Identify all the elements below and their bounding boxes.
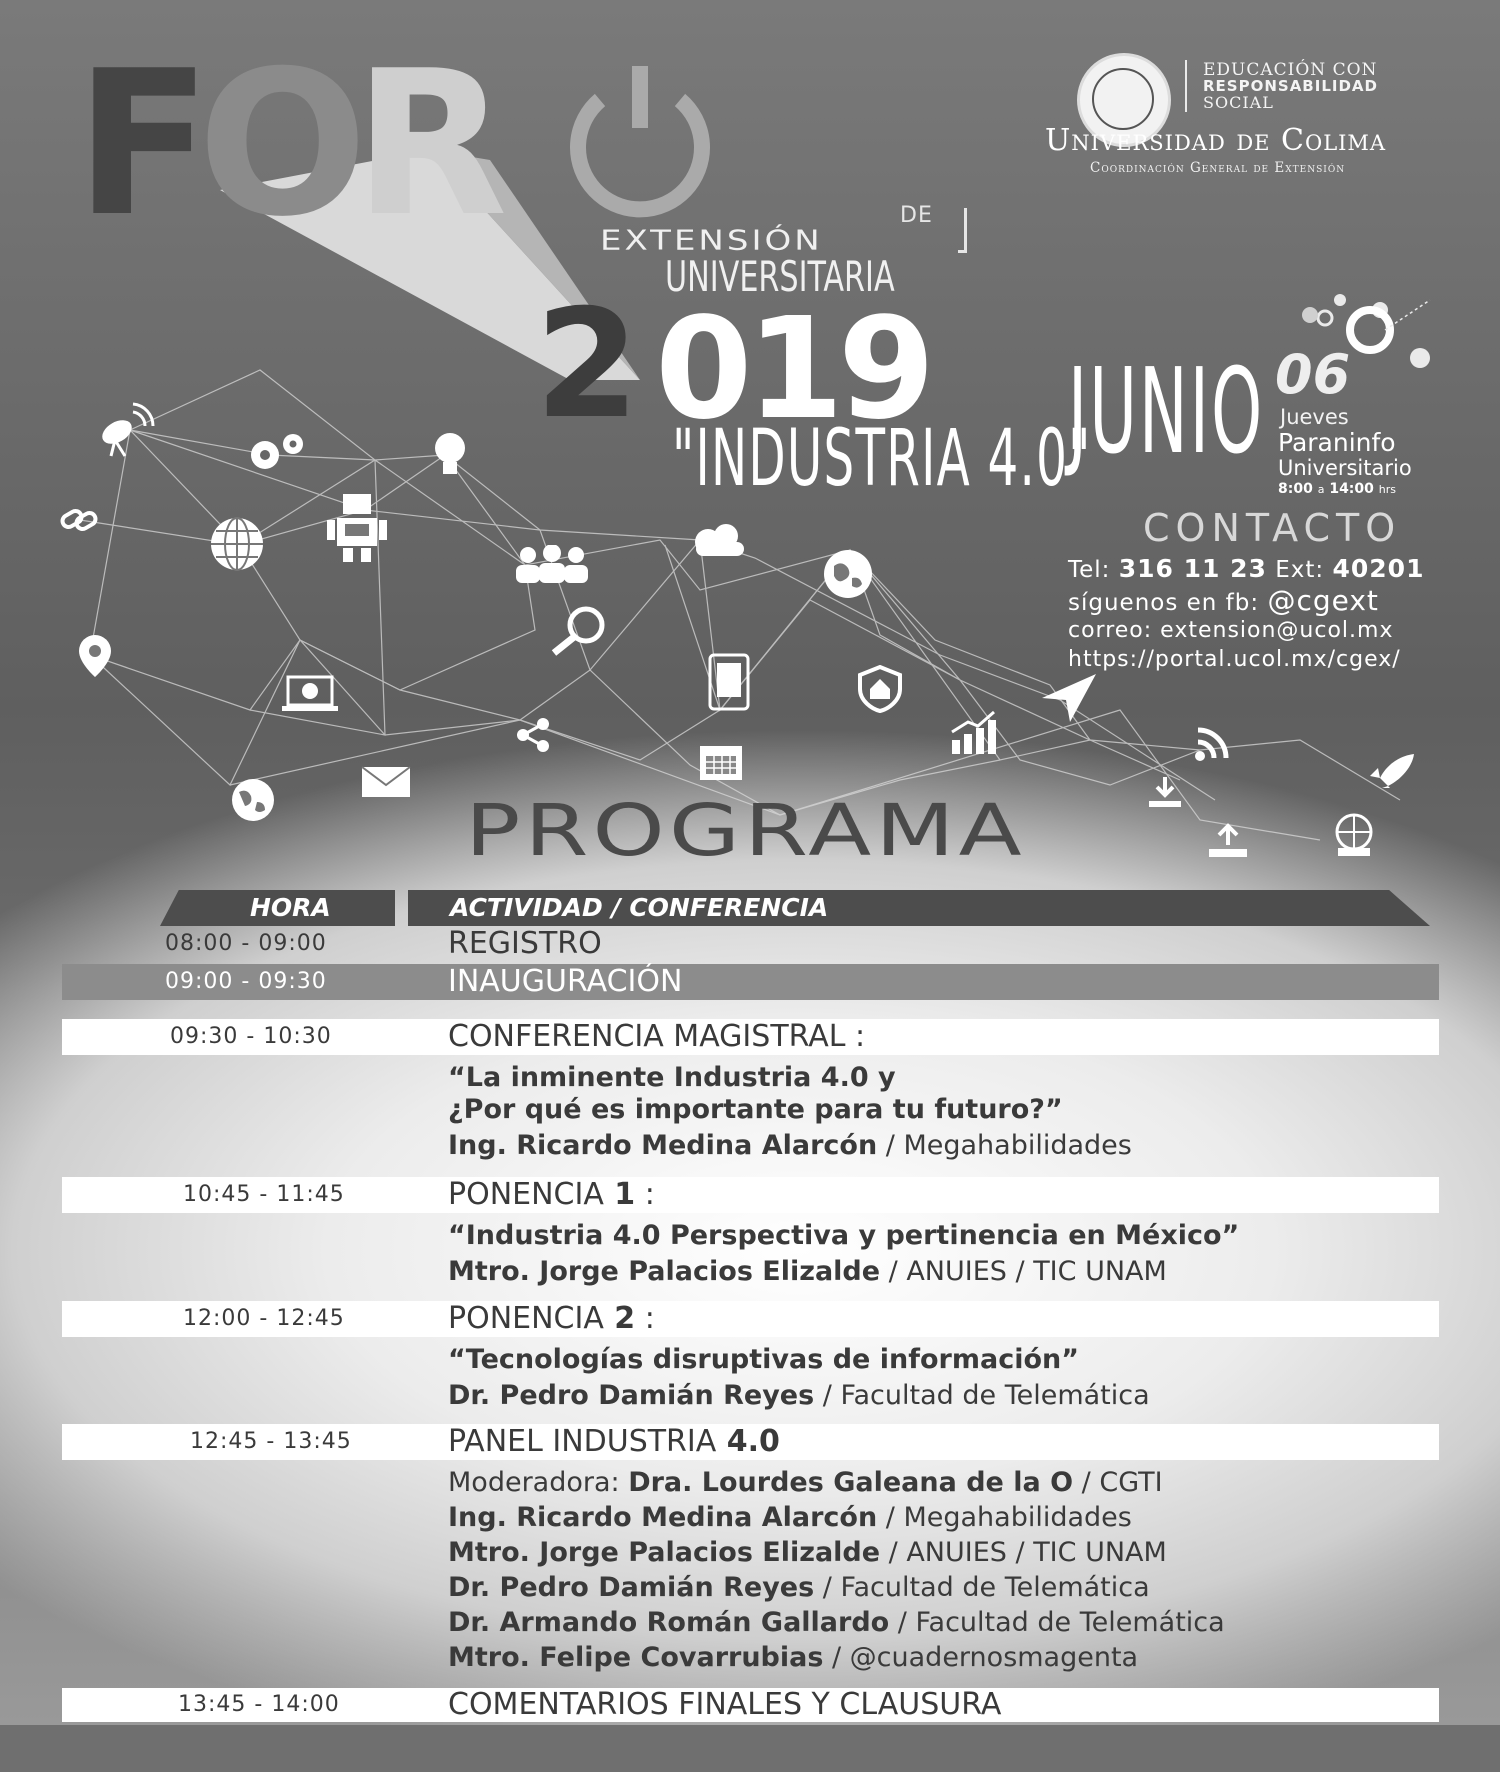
event-month: JUNIO <box>1068 342 1265 480</box>
conferencia-quote-2: ¿Por qué es importante para tu futuro?” <box>448 1094 1063 1125</box>
panelist-line <box>448 1642 1138 1673</box>
conferencia-affiliation: / Megahabilidades <box>877 1130 1132 1161</box>
time-unit: hrs <box>1378 483 1397 496</box>
contact-facebook <box>1068 584 1379 617</box>
row-title-conferencia: CONFERENCIA MAGISTRAL : <box>448 1019 866 1054</box>
www-icon <box>1330 812 1378 858</box>
cloud-icon <box>686 522 751 557</box>
ext-number: 40201 <box>1332 554 1425 583</box>
ponencia-2-quote-line <box>448 1344 1079 1375</box>
ponencia-2-label: PONENCIA <box>448 1301 604 1336</box>
motto-line-3: SOCIAL <box>1203 93 1274 112</box>
conferencia-quote-line-2 <box>448 1094 1063 1125</box>
time-end: 14:00 <box>1329 481 1374 497</box>
wifi-icon <box>1192 722 1240 762</box>
ponencia-2-quote: “Tecnologías disruptivas de información” <box>448 1344 1079 1375</box>
row-time-ponencia-2: 12:00 - 12:45 <box>183 1306 345 1331</box>
column-header-activity: ACTIVIDAD / CONFERENCIA <box>450 893 829 922</box>
foro-letter-r: R <box>353 28 494 261</box>
row-time-registro: 08:00 - 09:00 <box>165 931 327 956</box>
panel-moderator-line <box>448 1467 1163 1498</box>
earth-icon <box>225 778 281 823</box>
panel-label: PANEL INDUSTRIA <box>448 1424 717 1459</box>
foro-letter-o: O <box>197 28 354 261</box>
foro-letter-f: F <box>75 28 198 261</box>
event-time-range <box>1278 481 1396 497</box>
tablet-icon <box>708 653 750 711</box>
ponencia-1-quote: “Industria 4.0 Perspectiva y pertinencia en México” <box>448 1220 1240 1251</box>
panelist-affiliation: / Facultad de Telemática <box>814 1572 1150 1603</box>
globe-icon <box>208 515 266 573</box>
moderator-name: Dra. Lourdes Galeana de la O <box>628 1467 1074 1498</box>
row-title-registro: REGISTRO <box>448 926 602 961</box>
venue-line-2: Universitario <box>1278 456 1412 480</box>
row-title-ponencia-2 <box>448 1301 655 1336</box>
panelist-line <box>448 1502 1132 1533</box>
panelist-name: Mtro. Felipe Covarrubias <box>448 1642 824 1673</box>
download-icon <box>1147 775 1183 809</box>
lightbulb-icon <box>430 430 470 480</box>
de-bracket <box>958 208 967 253</box>
theme-title: "INDUSTRIA 4.0" <box>672 414 1092 504</box>
row-title-inauguracion: INAUGURACIÓN <box>448 964 683 999</box>
shield-icon <box>858 665 902 713</box>
location-pin-icon <box>75 633 115 679</box>
time-separator: a <box>1317 483 1325 496</box>
tel-label: Tel: <box>1068 557 1111 583</box>
conferencia-quote-line-1 <box>448 1062 896 1093</box>
panelist-name: Ing. Ricardo Medina Alarcón <box>448 1502 878 1533</box>
moderator-affiliation: / CGTI <box>1073 1467 1163 1498</box>
year-digits: 019 <box>655 288 930 451</box>
satellite-dish-icon <box>95 400 155 460</box>
ponencia-1-speaker: Mtro. Jorge Palacios Elizalde <box>448 1256 881 1287</box>
motto-line-2: RESPONSABILIDAD <box>1203 77 1378 95</box>
program-title: PROGRAMA <box>465 788 1026 873</box>
power-icon <box>555 60 725 230</box>
row-title-panel <box>448 1424 780 1459</box>
year-digit-2: 2 <box>535 278 640 452</box>
gears-icon <box>245 430 315 475</box>
ponencia-2-speaker: Dr. Pedro Damián Reyes <box>448 1380 815 1411</box>
ponencia-1-number: 1 <box>603 1177 636 1212</box>
panelist-name: Mtro. Jorge Palacios Elizalde <box>448 1537 881 1568</box>
event-day: 06 <box>1275 343 1351 406</box>
motto-line-1: EDUCACIÓN CON <box>1203 60 1378 80</box>
ponencia-1-quote-line <box>448 1220 1239 1251</box>
foro-wordmark <box>75 28 494 261</box>
rocket-icon <box>1368 752 1418 790</box>
row-time-clausura: 13:45 - 14:00 <box>178 1692 340 1717</box>
link-icon <box>60 505 100 535</box>
magnifier-icon <box>548 605 610 657</box>
moderator-label: Moderadora: <box>448 1467 629 1498</box>
row-title-clausura: COMENTARIOS FINALES Y CLAUSURA <box>448 1687 1002 1722</box>
event-weekday: Jueves <box>1280 405 1349 429</box>
share-icon <box>513 716 553 754</box>
ponencia-1-speaker-line <box>448 1256 1167 1287</box>
venue-line-1: Paraninfo <box>1278 428 1396 457</box>
university-seal-inner <box>1092 68 1154 130</box>
bottom-bar <box>0 1725 1500 1772</box>
tel-number: 316 11 23 <box>1118 554 1267 583</box>
panel-number: 4.0 <box>716 1424 780 1459</box>
contact-email[interactable]: correo: extension@ucol.mx <box>1068 618 1394 643</box>
conferencia-speaker: Ing. Ricardo Medina Alarcón <box>448 1130 878 1161</box>
panelist-affiliation: / Megahabilidades <box>877 1502 1132 1533</box>
universitaria-label: UNIVERSITARIA <box>665 252 895 301</box>
laptop-icon <box>280 673 340 713</box>
column-header-time: HORA <box>250 893 331 922</box>
conferencia-speaker-line <box>448 1130 1132 1161</box>
conferencia-quote-1: “La inminente Industria 4.0 y <box>448 1062 896 1093</box>
users-icon <box>512 545 592 585</box>
panelist-line <box>448 1607 1225 1638</box>
de-label: DE <box>900 203 933 228</box>
fb-label: síguenos en fb: <box>1068 590 1260 616</box>
envelope-icon <box>360 765 412 799</box>
panelist-name: Dr. Armando Román Gallardo <box>448 1607 890 1638</box>
row-title-ponencia-1 <box>448 1177 655 1212</box>
panelist-line <box>448 1572 1150 1603</box>
panelist-affiliation: / Facultad de Telemática <box>889 1607 1225 1638</box>
contact-heading: CONTACTO <box>1143 506 1402 550</box>
extension-label: EXTENSIÓN <box>600 224 823 257</box>
logo-divider <box>1185 60 1187 112</box>
time-start: 8:00 <box>1278 481 1313 497</box>
ext-label: Ext: <box>1275 557 1325 583</box>
panelist-affiliation: / ANUIES / TIC UNAM <box>880 1537 1167 1568</box>
contact-phone <box>1068 554 1424 583</box>
bar-chart-icon <box>948 710 998 756</box>
ponencia-2-affiliation: / Facultad de Telemática <box>814 1380 1150 1411</box>
contact-url[interactable]: https://portal.ucol.mx/cgex/ <box>1068 647 1401 672</box>
upload-icon <box>1205 823 1251 859</box>
ponencia-2-colon: : <box>635 1301 655 1336</box>
coordination-name: Coordinación General de Extensión <box>1090 160 1346 176</box>
calendar-icon <box>698 740 744 782</box>
row-time-inauguracion: 09:00 - 09:30 <box>165 969 327 994</box>
ponencia-1-colon: : <box>635 1177 655 1212</box>
robot-icon <box>325 490 390 565</box>
panelist-affiliation: / @cuadernosmagenta <box>823 1642 1139 1673</box>
ponencia-2-speaker-line <box>448 1380 1150 1411</box>
world-icon <box>822 548 874 600</box>
ponencia-1-label: PONENCIA <box>448 1177 604 1212</box>
university-name: Universidad de Colima <box>1045 123 1387 158</box>
row-time-panel: 12:45 - 13:45 <box>190 1429 352 1454</box>
row-time-ponencia-1: 10:45 - 11:45 <box>183 1182 345 1207</box>
row-time-conferencia: 09:30 - 10:30 <box>170 1024 332 1049</box>
fb-handle[interactable]: @cgext <box>1267 584 1379 617</box>
panelist-name: Dr. Pedro Damián Reyes <box>448 1572 815 1603</box>
ponencia-2-number: 2 <box>603 1301 636 1336</box>
panelist-line <box>448 1537 1167 1568</box>
ponencia-1-affiliation: / ANUIES / TIC UNAM <box>880 1256 1167 1287</box>
cursor-arrow-icon <box>1040 672 1098 724</box>
